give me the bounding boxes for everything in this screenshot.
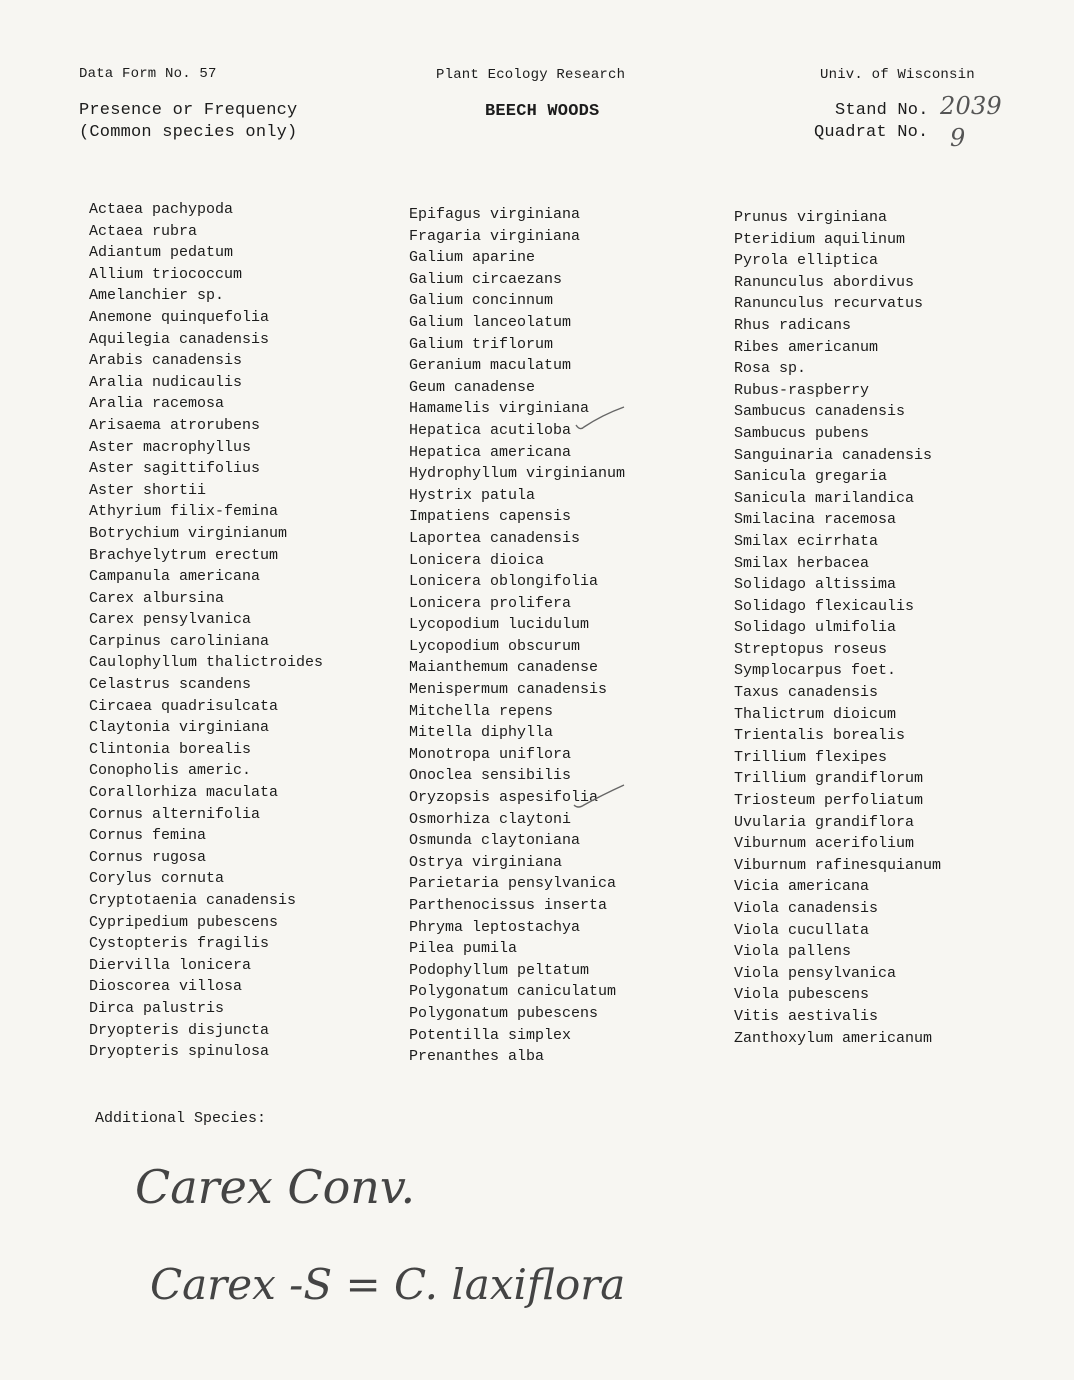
species-item: Smilax ecirrhata [734,532,879,550]
handwritten-species-2: Carex -S = C. laxiflora [150,1260,626,1309]
species-item: Viola pallens [734,943,852,961]
species-item: Cornus alternifolia [89,805,261,823]
species-item: Cystopteris fragilis [89,935,270,953]
species-item: Galium lanceolatum [409,313,572,331]
species-item: Geum canadense [409,378,536,396]
species-item: Aquilegia canadensis [89,330,270,348]
species-item: Geranium maculatum [409,357,572,375]
species-item: Epifagus virginiana [409,206,581,223]
species-item: Cornus rugosa [89,848,207,866]
species-item: Arisaema atrorubens [89,416,261,434]
pencil-check-icon [570,783,626,813]
species-item: Arabis canadensis [89,352,243,370]
species-item: Monotropa uniflora [409,745,572,763]
species-item: Smilacina racemosa [734,511,897,529]
species-item: Pyrola elliptica [734,252,879,270]
species-item: Dryopteris disjuncta [89,1021,270,1039]
title-line-2: (Common species only) [79,123,298,142]
species-item: Hystrix patula [409,486,536,504]
species-item: Osmunda claytoniana [409,832,581,850]
species-item: Polygonatum caniculatum [409,983,617,1001]
species-item: Corylus cornuta [89,870,225,888]
species-item: Vicia americana [734,878,870,896]
species-item: Sambucus pubens [734,424,870,442]
species-item: Ranunculus abordivus [734,273,915,291]
species-item: Viola pensylvanica [734,964,897,982]
species-item: Onoclea sensibilis [409,767,572,785]
species-item: Lonicera prolifera [409,594,572,612]
species-item: Prunus virginiana [734,209,888,226]
species-item: Smilax herbacea [734,554,870,572]
species-item: Actaea rubra [89,222,198,240]
species-item: Rhus radicans [734,316,852,334]
species-item: Oryzopsis aspesifolia [409,789,599,807]
species-item: Sanguinaria canadensis [734,446,933,464]
species-item: Galium aparine [409,249,536,267]
species-item: Actaea pachypoda [89,201,234,218]
quadrat-value: 9 [950,124,966,152]
species-item: Athyrium filix-femina [89,503,279,521]
species-item: Viola canadensis [734,900,879,917]
species-item: Trillium flexipes [734,748,888,766]
species-item: Solidago ulmifolia [734,619,897,637]
form-number: Data Form No. 57 [79,66,217,82]
quadrat-label: Quadrat No. [814,123,929,142]
species-item: Cryptotaenia canadensis [89,892,297,909]
species-item: Galium circaezans [409,270,563,288]
species-item: Botrychium virginianum [89,524,288,542]
university: Univ. of Wisconsin [820,67,975,83]
species-item: Conopholis americ. [89,762,252,780]
species-item: Hydrophyllum virginianum [409,465,626,483]
species-item: Viburnum acerifolium [734,835,915,853]
species-item: Laportea canadensis [409,529,581,547]
species-item: Sanicula gregaria [734,468,888,486]
species-item: Dryopteris spinulosa [89,1043,270,1061]
species-item: Carex pensylvanica [89,611,252,629]
species-column-3 [734,207,941,1049]
community-title: BEECH WOODS [485,102,600,121]
species-item: Trientalis borealis [734,727,906,745]
species-item: Phryma leptostachya [409,918,581,936]
species-item: Aster macrophyllus [89,438,252,456]
species-item: Galium triflorum [409,335,554,353]
title-line-1: Presence or Frequency [79,101,298,120]
species-item: Rosa sp. [734,360,807,378]
species-item: Viola pubescens [734,986,870,1004]
species-column-1 [89,199,323,1063]
species-item: Fragaria virginiana [409,227,581,245]
species-item: Polygonatum pubescens [409,1004,599,1022]
species-item: Mitella diphylla [409,724,554,742]
species-item: Clintonia borealis [89,740,252,758]
species-item: Ostrya virginiana [409,853,563,871]
species-item: Solidago flexicaulis [734,597,915,615]
species-item: Allium triococcum [89,265,243,283]
organization: Plant Ecology Research [436,67,626,83]
species-item: Zanthoxylum americanum [734,1029,933,1047]
species-item: Pilea pumila [409,940,518,958]
species-item: Sanicula marilandica [734,489,915,507]
species-item: Uvularia grandiflora [734,813,915,831]
species-item: Viburnum rafinesquianum [734,856,942,874]
species-item: Dirca palustris [89,999,225,1017]
stand-label: Stand No. [835,101,929,120]
species-item: Mitchella repens [409,702,554,720]
species-item: Maianthemum canadense [409,659,599,677]
species-item: Aster shortii [89,481,207,499]
species-item: Hepatica americana [409,443,572,461]
species-item: Sambucus canadensis [734,403,906,421]
species-item: Carex albursina [89,589,225,607]
additional-species-label: Additional Species: [95,1110,267,1127]
species-item: Dioscorea villosa [89,978,243,996]
species-item: Caulophyllum thalictroides [89,654,324,672]
species-item: Celastrus scandens [89,676,252,694]
species-item: Trillium grandiflorum [734,770,924,788]
species-item: Streptopus roseus [734,640,888,658]
species-item: Aster sagittifolius [89,460,261,478]
species-item: Anemone quinquefolia [89,308,270,326]
species-item: Claytonia virginiana [89,719,270,737]
species-item: Brachyelytrum erectum [89,546,279,564]
species-item: Amelanchier sp. [89,287,225,305]
species-item: Adiantum pedatum [89,244,234,262]
species-item: Lycopodium lucidulum [409,616,590,634]
species-item: Menispermum canadensis [409,681,608,699]
species-item: Pteridium aquilinum [734,230,906,248]
species-item: Symplocarpus foet. [734,662,897,680]
species-item: Triosteum perfoliatum [734,792,924,810]
species-item: Prenanthes alba [409,1048,545,1066]
species-item: Lonicera dioica [409,551,545,569]
species-item: Impatiens capensis [409,508,572,526]
species-item: Circaea quadrisulcata [89,697,279,715]
species-item: Parthenocissus inserta [409,897,608,914]
species-item: Ranunculus recurvatus [734,295,924,313]
species-item: Aralia racemosa [89,395,225,413]
stand-value: 2039 [940,92,1002,120]
species-item: Potentilla simplex [409,1026,572,1044]
species-item: Parietaria pensylvanica [409,875,617,893]
species-item: Viola cucullata [734,921,870,939]
species-item: Lonicera oblongifolia [409,573,599,591]
species-item: Corallorhiza maculata [89,784,279,802]
species-item: Podophyllum peltatum [409,961,590,979]
species-item: Hamamelis virginiana [409,400,590,418]
species-item: Ribes americanum [734,338,879,356]
species-item: Rubus-raspberry [734,381,870,399]
species-item: Vitis aestivalis [734,1007,879,1025]
species-item: Galium concinnum [409,292,554,310]
species-item: Cypripedium pubescens [89,913,279,931]
species-item: Aralia nudicaulis [89,373,243,391]
species-item: Hepatica acutiloba [409,421,572,439]
species-item: Solidago altissima [734,576,897,594]
species-item: Carpinus caroliniana [89,632,270,650]
species-item: Diervilla lonicera [89,956,252,974]
species-item: Taxus canadensis [734,684,879,702]
species-item: Thalictrum dioicum [734,705,897,723]
pencil-check-icon [572,405,628,435]
handwritten-species-1: Carex Conv. [135,1160,416,1214]
species-column-2 [409,204,625,1068]
species-item: Cornus femina [89,827,207,845]
species-item: Osmorhiza claytoni [409,810,572,828]
species-item: Lycopodium obscurum [409,637,581,655]
species-item: Campanula americana [89,568,261,586]
